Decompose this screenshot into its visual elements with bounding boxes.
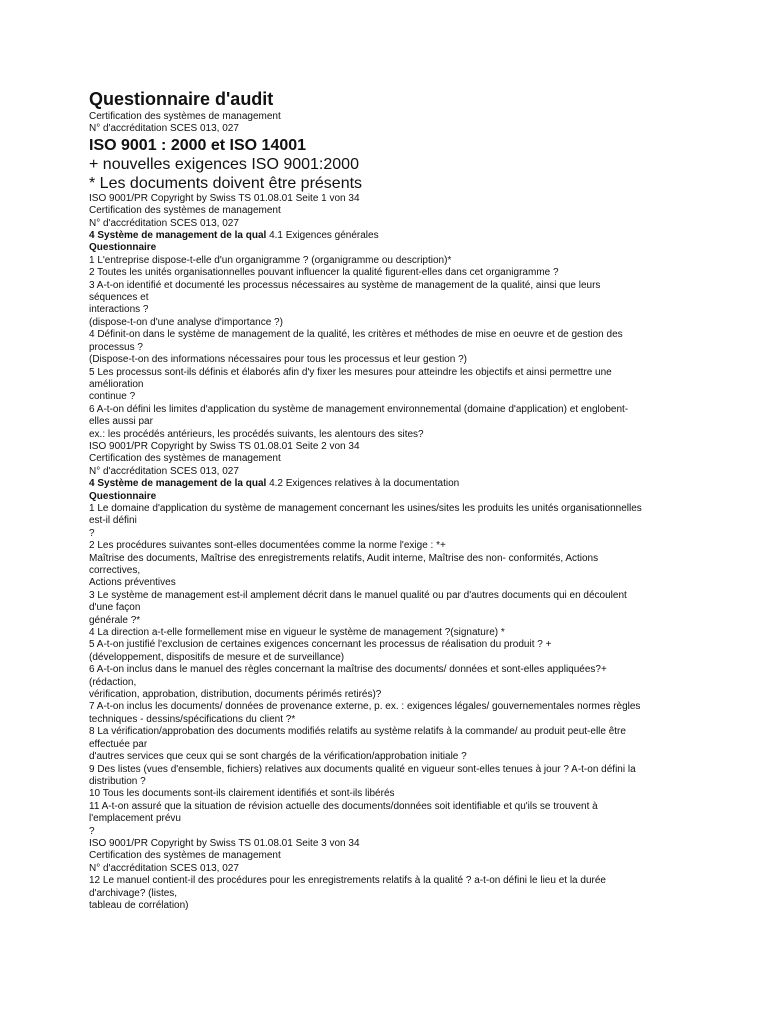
line-text: 2 Les procédures suivantes sont-elles documentées comme la norme l'exige : *+	[89, 540, 446, 552]
body-line	[89, 664, 707, 676]
body-line	[89, 404, 707, 416]
body-line	[89, 242, 707, 254]
body-line	[89, 565, 707, 577]
body-line	[89, 590, 707, 602]
line-text: 3 Le système de management est-il amplement décrit dans le manuel qualité ou par d'autres documents qui en découlent	[89, 589, 627, 601]
body-line	[89, 342, 707, 354]
line-text: Maîtrise des documents, Maîtrise des enregistrements relatifs, Audit interne, Maîtrise des non- conformités, Actions	[89, 552, 599, 564]
line-text: 4 Définit-on dans le système de management de la qualité, les critères et méthodes de mise en oeuvre et de gestion des	[89, 329, 623, 341]
line-text: l'emplacement prévu	[89, 813, 181, 825]
body-line	[89, 354, 707, 366]
line-text: techniques - dessins/spécifications du client ?*	[89, 713, 296, 725]
line-text: d'archivage? (listes,	[89, 887, 178, 899]
body-line	[89, 627, 707, 639]
body-line	[89, 801, 707, 813]
line-text: (développement, dispositifs de mesure et de surveillance)	[89, 651, 345, 663]
body-line	[89, 838, 707, 850]
body-line	[89, 218, 707, 230]
line-text: amélioration	[89, 378, 144, 390]
line-text: 9 Des listes (vues d'ensemble, fichiers) relatives aux documents qualité en vigueur sont-elles tenues à jour ? A-t-on défini la	[89, 763, 636, 775]
line-text: correctives,	[89, 565, 141, 576]
body-line	[89, 367, 707, 379]
line-text: (dispose-t-on d'une analyse d'importance ?)	[89, 316, 283, 328]
section-heading: 4 Système de management de la qual	[89, 478, 267, 490]
body-line	[89, 639, 707, 651]
intro-line: Certification des systèmes de management	[89, 111, 281, 122]
line-text: (rédaction,	[89, 676, 137, 688]
line-text: 6 A-t-on inclus dans le manuel des règles concernant la maîtrise des documents/ données et sont-elles appliquées?+	[89, 664, 607, 676]
body-line	[89, 515, 707, 527]
body-line	[89, 329, 707, 341]
line-text: ISO 9001/PR Copyright by Swiss TS 01.08.01 Seite 3 von 34	[89, 837, 360, 849]
line-text: elles aussi par	[89, 416, 153, 428]
line-text: ex.: les procédés antérieurs, les procédés suivants, les alentours des sites?	[89, 428, 424, 440]
line-text: Actions préventives	[89, 577, 176, 589]
line-text: N° d'accréditation SCES 013, 027	[89, 465, 239, 477]
body-line	[89, 615, 707, 627]
body-line	[89, 850, 707, 862]
line-text: 5 A-t-on justifié l'exclusion de certaines exigences concernant les processus de réalisation du produit ? +	[89, 639, 552, 651]
body-line	[89, 292, 707, 304]
line-text: d'une façon	[89, 602, 141, 614]
body-line	[89, 875, 707, 887]
line-text: 6 A-t-on défini les limites d'application du système de management environnemental (domaine d'application) et englobent-	[89, 403, 629, 415]
line-text: vérification, approbation, distribution, documents périmés retirés)?	[89, 689, 382, 701]
section-heading: Questionnaire	[89, 242, 157, 254]
body-line	[89, 429, 707, 441]
intro-line: N° d'accréditation SCES 013, 027	[89, 123, 239, 135]
line-text: 3 A-t-on identifié et documenté les processus nécessaires au système de management de la qualité, ainsi que leurs	[89, 279, 601, 291]
line-text: Certification des systèmes de management	[89, 453, 281, 465]
body-line	[89, 416, 707, 428]
section-heading: 4 Système de management de la qual	[89, 230, 267, 242]
line-text: effectuée par	[89, 738, 148, 750]
body-line	[89, 577, 707, 589]
headline: ISO 9001 : 2000 et ISO 14001	[89, 136, 307, 154]
line-text: 7 A-t-on inclus les documents/ données de provenance externe, p. ex. : exigences légales/ gouvernementales normes règles	[89, 701, 641, 713]
body-line	[89, 280, 707, 292]
body-line	[89, 466, 707, 478]
body-line	[89, 441, 707, 453]
line-text: N° d'accréditation SCES 013, 027	[89, 862, 239, 874]
line-text: Certification des systèmes de management	[89, 205, 281, 217]
line-text: 4.1 Exigences générales	[266, 230, 379, 242]
body-line	[89, 776, 707, 788]
line-text: 12 Le manuel contient-il des procédures pour les enregistrements relatifs à la qualité ? a-t-on défini le lieu et la durée	[89, 875, 606, 887]
body-line	[89, 751, 707, 763]
body-line	[89, 900, 707, 912]
line-text: 4.2 Exigences relatives à la documentation	[266, 478, 460, 490]
body-line	[89, 491, 707, 503]
body-line	[89, 205, 707, 217]
body-line	[89, 503, 707, 515]
body-line	[89, 379, 707, 391]
body-line	[89, 553, 707, 565]
body-line	[89, 317, 707, 329]
document-title: Questionnaire d'audit	[89, 89, 274, 109]
body-line	[89, 813, 707, 825]
body-line	[89, 677, 707, 689]
body-line	[89, 230, 707, 242]
line-text: 4 La direction a-t-elle formellement mise en vigueur le système de management ?(signature) *	[89, 627, 505, 639]
line-text: ISO 9001/PR Copyright by Swiss TS 01.08.01 Seite 2 von 34	[89, 440, 360, 452]
body-line	[89, 304, 707, 316]
body-line	[89, 714, 707, 726]
subheadline: + nouvelles exigences ISO 9001:2000	[89, 155, 359, 173]
line-text: distribution ?	[89, 775, 146, 787]
line-text: (Dispose-t-on des informations nécessaires pour tous les processus et leur gestion ?)	[89, 354, 467, 366]
line-text: processus ?	[89, 341, 143, 353]
body-line	[89, 788, 707, 800]
body-line	[89, 826, 707, 838]
body-line	[89, 726, 707, 738]
line-text: ?	[89, 825, 95, 837]
body-line	[89, 391, 707, 403]
line-text: est-il défini	[89, 515, 137, 527]
body-line	[89, 267, 707, 279]
body-line	[89, 478, 707, 490]
line-text: tableau de corrélation)	[89, 899, 189, 911]
body-line	[89, 739, 707, 751]
line-text: 1 Le domaine d'application du système de management concernant les usines/sites les produits les unités organisationnelles	[89, 502, 642, 514]
line-text: 1 L'entreprise dispose-t-elle d'un organigramme ? (organigramme ou description)*	[89, 254, 452, 266]
line-text: 10 Tous les documents sont-ils clairement identifiés et sont-ils libérés	[89, 788, 395, 800]
line-text: 8 La vérification/approbation des documents modifiés relatifs au système relatifs à la commande/ au produit peut-elle être	[89, 726, 626, 738]
subheadline: * Les documents doivent être présents	[89, 174, 363, 192]
line-text: ?	[89, 527, 95, 539]
line-text: 11 A-t-on assuré que la situation de révision actuelle des documents/données soit identifiable et qu'ils se trouvent à	[89, 800, 598, 812]
line-text: d'autres services que ceux qui se sont chargés de la vérification/approbation initiale ?	[89, 751, 467, 763]
body-line	[89, 602, 707, 614]
line-text: générale ?*	[89, 614, 141, 626]
body-line	[89, 255, 707, 267]
line-text: 2 Toutes les unités organisationnelles pouvant influencer la qualité figurent-elles dans cet organigramme ?	[89, 267, 559, 279]
line-text: continue ?	[89, 391, 136, 403]
body-line	[89, 701, 707, 713]
body-line	[89, 689, 707, 701]
line-text: interactions ?	[89, 304, 149, 316]
document-body	[89, 193, 707, 913]
body-line	[89, 528, 707, 540]
line-text: ISO 9001/PR Copyright by Swiss TS 01.08.01 Seite 1 von 34	[89, 192, 360, 204]
line-text: N° d'accréditation SCES 013, 027	[89, 217, 239, 229]
section-heading: Questionnaire	[89, 490, 157, 502]
line-text: Certification des systèmes de management	[89, 850, 281, 862]
body-line	[89, 193, 707, 205]
body-line	[89, 453, 707, 465]
body-line	[89, 764, 707, 776]
document-page	[89, 88, 707, 912]
body-line	[89, 888, 707, 900]
line-text: 5 Les processus sont-ils définis et élaborés afin d'y fixer les mesures pour atteindre les objectifs et ainsi permettre une	[89, 366, 612, 378]
body-line	[89, 652, 707, 664]
body-line	[89, 863, 707, 875]
line-text: séquences et	[89, 292, 149, 304]
body-line	[89, 540, 707, 552]
